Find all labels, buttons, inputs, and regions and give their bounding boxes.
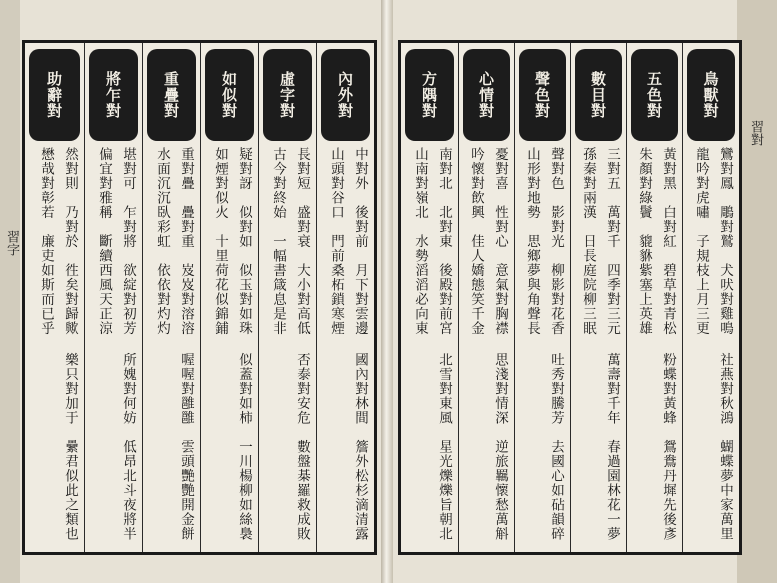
left-page-edge (0, 0, 20, 583)
left-col-1 (316, 43, 374, 552)
text-line: 山南對嶺北 水勢滔滔必向東 (412, 147, 428, 336)
text-line: 重對疊 疊對重 岌岌對溶溶 (178, 147, 194, 336)
text-line: 疑對訝 似對如 似玉對如珠 (236, 147, 252, 336)
column-text (25, 147, 84, 546)
column-text (143, 147, 200, 546)
column-text (515, 147, 570, 546)
column-text (627, 147, 682, 546)
text-line: 粉蝶對黃蜂 鴛鴦丹墀先後彥 (660, 352, 676, 541)
column-text (201, 147, 258, 546)
heading-xinqing: 心情對 (463, 49, 510, 141)
left-col-2 (258, 43, 316, 552)
heading-wuse: 五色對 (631, 49, 678, 141)
text-line: 否泰對安危 數盤棊羅救成敗 (294, 352, 310, 541)
text-line: 似蓋對如柿 一川楊柳如絲裊 (236, 352, 252, 541)
heading-zhuci: 助辭對 (29, 49, 80, 141)
text-line: 水面沉沉臥彩虹 依依對灼灼 (154, 147, 170, 336)
text-line: 堪對可 乍對將 欲綻對初芳 (120, 147, 136, 336)
heading-jiangzha: 將乍對 (89, 49, 138, 141)
text-line: 思淺對情深 逆旅羈懷愁萬斛 (492, 352, 508, 541)
text-line: 偏宜對雅稱 斷續西風天正涼 (96, 147, 112, 336)
text-line: 山頭對谷口 門前桑柘鎖寒煙 (328, 147, 344, 336)
text-line: 三對五 萬對千 四季對三元 (604, 147, 620, 336)
right-col-5 (458, 43, 514, 552)
left-col-4 (142, 43, 200, 552)
text-line: 吟懷對飲興 佳人嬌態笑千金 (468, 147, 484, 336)
heading-xuzi: 虛字對 (263, 49, 312, 141)
column-text (317, 147, 374, 546)
column-text (401, 147, 458, 546)
text-line: 古今對終始 一幅書箴息是非 (270, 147, 286, 336)
text-line: 憂對喜 性對心 意氣對胸襟 (492, 147, 508, 336)
heading-shumu: 數目對 (575, 49, 622, 141)
text-line: 孫秦對兩漢 日長庭院柳三眠 (580, 147, 596, 336)
right-page (398, 40, 742, 555)
text-line: 國內對林間 簷外松杉滴清露 (352, 352, 368, 541)
right-col-1 (682, 43, 739, 552)
text-line: 龍吟對虎嘯 子規枝上月三更 (693, 147, 709, 336)
column-text (683, 147, 739, 546)
text-line: 北雪對東風 星光爍爍旨朝北 (436, 352, 452, 541)
text-line: 南對北 北對東 後殿對前宮 (436, 147, 452, 336)
heading-niaoshou: 鳥獸對 (687, 49, 735, 141)
heading-shengse: 聲色對 (519, 49, 566, 141)
right-col-6 (401, 43, 458, 552)
text-line: 社燕對秋鴻 蝴蝶夢中家萬里 (717, 352, 733, 541)
text-line: 所媿對何妨 低昂北斗夜將半 (120, 352, 136, 541)
right-col-2 (626, 43, 682, 552)
left-col-5 (84, 43, 142, 552)
column-text (85, 147, 142, 546)
right-page-edge (737, 0, 777, 583)
right-margin-label: 習對 (748, 120, 763, 146)
heading-chongdie: 重疊對 (147, 49, 196, 141)
heading-fangyu: 方隅對 (405, 49, 454, 141)
text-line: 朱顏對綠鬢 貔貅紫塞上英雄 (636, 147, 652, 336)
text-line: 如煙對似火 十里荷花似錦鋪 (212, 147, 228, 336)
text-line: 山形對地勢 思鄉夢與角聲長 (524, 147, 540, 336)
text-line: 鸞對鳳 鵰對鷲 犬吠對雞鳴 (717, 147, 733, 336)
text-line: 黃對黑 白對紅 碧草對青松 (660, 147, 676, 336)
left-page (22, 40, 377, 555)
text-line: 然對則 乃對於 徃矣對歸歟 (62, 147, 78, 336)
left-col-3 (200, 43, 258, 552)
text-line: 中對外 後對前 月下對雲邊 (352, 147, 368, 336)
column-text (459, 147, 514, 546)
text-line: 長對短 盛對衰 大小對高低 (294, 147, 310, 336)
left-col-6 (25, 43, 84, 552)
heading-rusi: 如似對 (205, 49, 254, 141)
right-col-3 (570, 43, 626, 552)
column-text (571, 147, 626, 546)
book-gutter (381, 0, 393, 583)
text-line: 樂只對加于 纍君似此之類也 (62, 352, 78, 541)
text-line: 萬壽對千年 春過園林花一夢 (604, 352, 620, 541)
column-text (259, 147, 316, 546)
text-line: 聲對色 影對光 柳影對花香 (548, 147, 564, 336)
right-col-4 (514, 43, 570, 552)
heading-neiwai: 內外對 (321, 49, 370, 141)
text-line: 懋哉對彰若 廉吏如斯而已乎 (38, 147, 54, 336)
text-line: 吐秀對騰芳 去國心如砧韻碎 (548, 352, 564, 541)
text-line: 喔喔對雝雝 雲頭艷艷開金餅 (178, 352, 194, 541)
left-margin-label: 習字 (4, 230, 19, 256)
